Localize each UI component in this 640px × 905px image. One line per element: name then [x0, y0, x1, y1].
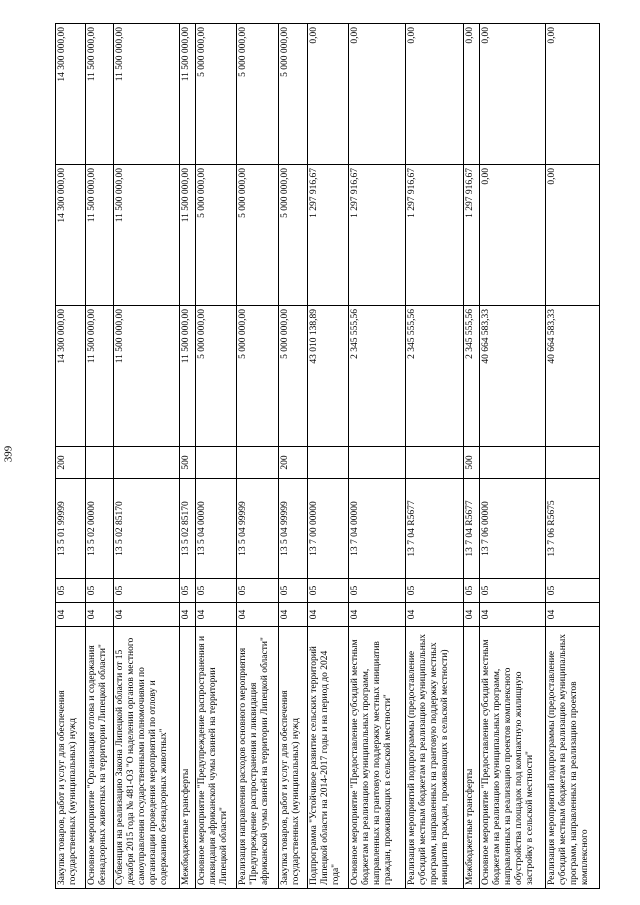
cell-v1: 40 664 583,33	[480, 306, 546, 447]
cell-v3: 5 000 000,00	[279, 24, 308, 165]
cell-sub: 05	[114, 579, 180, 603]
cell-code: 13 7 06 R5675	[546, 479, 600, 579]
cell-code: 13 7 06 00000	[480, 479, 546, 579]
cell-desc: Межбюджетные трансферты	[180, 627, 196, 889]
cell-v2: 0,00	[480, 165, 546, 306]
cell-v2: 1 297 916,67	[307, 165, 348, 306]
cell-desc: Закупка товаров, работ и услуг для обеспечения государственных (муниципальных) нужд	[279, 627, 308, 889]
cell-v1: 5 000 000,00	[196, 306, 237, 447]
cell-vr	[196, 447, 237, 479]
table-row	[480, 24, 546, 889]
cell-v3: 0,00	[546, 24, 600, 165]
cell-sec: 04	[56, 603, 86, 627]
cell-sec: 04	[406, 603, 464, 627]
table-body	[56, 24, 600, 889]
cell-vr	[237, 447, 279, 479]
cell-vr	[349, 447, 406, 479]
cell-code: 13 7 04 00000	[349, 479, 406, 579]
cell-code: 13 7 00 00000	[307, 479, 348, 579]
cell-desc: Основное мероприятие "Предоставление субсидий местным бюджетам на реализацию муниципальных программ, направленных на грантовую поддержку местных инициатив граждан, проживающих в сельской местности"	[349, 627, 406, 889]
cell-desc: Реализация мероприятий подпрограммы (предоставление субсидий местным бюджетам на реализацию муниципальных программ, направленных на реализацию проектов комплексного	[546, 627, 600, 889]
cell-v1: 11 500 000,00	[180, 306, 196, 447]
cell-code: 13 5 04 99999	[279, 479, 308, 579]
table-row	[180, 24, 196, 889]
cell-sec: 04	[85, 603, 114, 627]
cell-code: 13 5 02 85170	[180, 479, 196, 579]
cell-code: 13 5 01 99999	[56, 479, 86, 579]
cell-v2: 11 500 000,00	[85, 165, 114, 306]
cell-desc: Подпрограмма "Устойчивое развитие сельских территорий Липецкой области на 2014-2017 годы и на период до 2024 года"	[307, 627, 348, 889]
cell-sec: 04	[464, 603, 480, 627]
cell-vr	[546, 447, 600, 479]
table-row	[279, 24, 308, 889]
cell-v3: 5 000 000,00	[237, 24, 279, 165]
cell-v2: 1 297 916,67	[464, 165, 480, 306]
cell-v1: 11 500 000,00	[85, 306, 114, 447]
cell-v1: 2 345 555,56	[464, 306, 480, 447]
cell-v3: 14 300 000,00	[56, 24, 86, 165]
cell-sub: 05	[56, 579, 86, 603]
cell-desc: Реализация мероприятий подпрограммы (предоставление субсидий местным бюджетам на реализацию муниципальных программ, направленных на грантовую поддержку местных инициатив граждан, проживающих в сельской местности)	[406, 627, 464, 889]
cell-sec: 04	[546, 603, 600, 627]
table-row	[85, 24, 114, 889]
cell-vr	[85, 447, 114, 479]
cell-vr	[406, 447, 464, 479]
cell-desc: Субвенция на реализацию Закона Липецкой области от 15 декабря 2015 года № 481-ОЗ "О наделении органов местного самоуправления государственными полномочиями по организации проведения мероприятий по отлову и содержанию безнадзорных животных"	[114, 627, 180, 889]
cell-desc: Реализация направления расходов основного мероприятия "Предупреждение распространения и ликвидация африканской чумы свиней на территории Липецкой области"	[237, 627, 279, 889]
table-row	[56, 24, 86, 889]
table-row	[196, 24, 237, 889]
cell-v3: 11 500 000,00	[114, 24, 180, 165]
cell-v2: 0,00	[546, 165, 600, 306]
cell-desc: Основное мероприятие "Предоставление субсидий местным бюджетам на реализацию муниципальных программ, направленных на реализацию проектов комплексного обустройства площадок под компактную жилищную застройку в сельской местности"	[480, 627, 546, 889]
page-number: 399	[2, 445, 15, 463]
cell-v3: 5 000 000,00	[196, 24, 237, 165]
cell-sec: 04	[114, 603, 180, 627]
cell-sub: 05	[279, 579, 308, 603]
cell-v2: 5 000 000,00	[196, 165, 237, 306]
cell-v2: 11 500 000,00	[180, 165, 196, 306]
cell-sub: 05	[349, 579, 406, 603]
table-row	[114, 24, 180, 889]
cell-code: 13 5 04 99999	[237, 479, 279, 579]
cell-desc: Межбюджетные трансферты	[464, 627, 480, 889]
table-row	[237, 24, 279, 889]
cell-sub: 05	[464, 579, 480, 603]
cell-v3: 0,00	[464, 24, 480, 165]
cell-v2: 1 297 916,67	[349, 165, 406, 306]
cell-desc: Закупка товаров, работ и услуг для обеспечения государственных (муниципальных) нужд	[56, 627, 86, 889]
cell-v1: 2 345 555,56	[349, 306, 406, 447]
budget-table	[55, 23, 600, 889]
cell-sec: 04	[349, 603, 406, 627]
cell-sub: 05	[237, 579, 279, 603]
cell-vr	[480, 447, 546, 479]
cell-v3: 0,00	[349, 24, 406, 165]
cell-sub: 05	[307, 579, 348, 603]
cell-sub: 05	[85, 579, 114, 603]
cell-v1: 5 000 000,00	[237, 306, 279, 447]
cell-sub: 05	[480, 579, 546, 603]
cell-sub: 05	[546, 579, 600, 603]
table-row	[464, 24, 480, 889]
table-row	[349, 24, 406, 889]
cell-sub: 05	[180, 579, 196, 603]
cell-desc: Основное мероприятие "Предупреждение распространения и ликвидация африканской чумы свиней на территории Липецкой области"	[196, 627, 237, 889]
cell-code: 13 5 02 00000	[85, 479, 114, 579]
cell-sub: 05	[196, 579, 237, 603]
cell-sec: 04	[307, 603, 348, 627]
table-row	[406, 24, 464, 889]
cell-v1: 40 664 583,33	[546, 306, 600, 447]
cell-v3: 0,00	[480, 24, 546, 165]
cell-desc: Основное мероприятие "Организация отлова и содержания безнадзорных животных на территории Липецкой области"	[85, 627, 114, 889]
cell-vr: 200	[56, 447, 86, 479]
cell-sec: 04	[196, 603, 237, 627]
table-row	[546, 24, 600, 889]
cell-code: 13 5 02 85170	[114, 479, 180, 579]
cell-v1: 43 010 138,89	[307, 306, 348, 447]
cell-vr: 500	[180, 447, 196, 479]
cell-v3: 0,00	[307, 24, 348, 165]
cell-sec: 04	[237, 603, 279, 627]
cell-vr	[307, 447, 348, 479]
cell-code: 13 7 04 R5677	[464, 479, 480, 579]
cell-v2: 11 500 000,00	[114, 165, 180, 306]
cell-sub: 05	[406, 579, 464, 603]
cell-v1: 5 000 000,00	[279, 306, 308, 447]
cell-vr: 500	[464, 447, 480, 479]
budget-table-rotated	[55, 24, 600, 889]
cell-code: 13 5 04 00000	[196, 479, 237, 579]
table-row	[307, 24, 348, 889]
cell-v3: 0,00	[406, 24, 464, 165]
cell-sec: 04	[180, 603, 196, 627]
cell-v2: 5 000 000,00	[279, 165, 308, 306]
cell-vr: 200	[279, 447, 308, 479]
cell-v3: 11 500 000,00	[85, 24, 114, 165]
cell-code: 13 7 04 R5677	[406, 479, 464, 579]
cell-v1: 14 300 000,00	[56, 306, 86, 447]
cell-v2: 14 300 000,00	[56, 165, 86, 306]
cell-v1: 2 345 555,56	[406, 306, 464, 447]
cell-v3: 11 500 000,00	[180, 24, 196, 165]
cell-v2: 1 297 916,67	[406, 165, 464, 306]
cell-sec: 04	[480, 603, 546, 627]
cell-sec: 04	[279, 603, 308, 627]
cell-vr	[114, 447, 180, 479]
cell-v1: 11 500 000,00	[114, 306, 180, 447]
cell-v2: 5 000 000,00	[237, 165, 279, 306]
